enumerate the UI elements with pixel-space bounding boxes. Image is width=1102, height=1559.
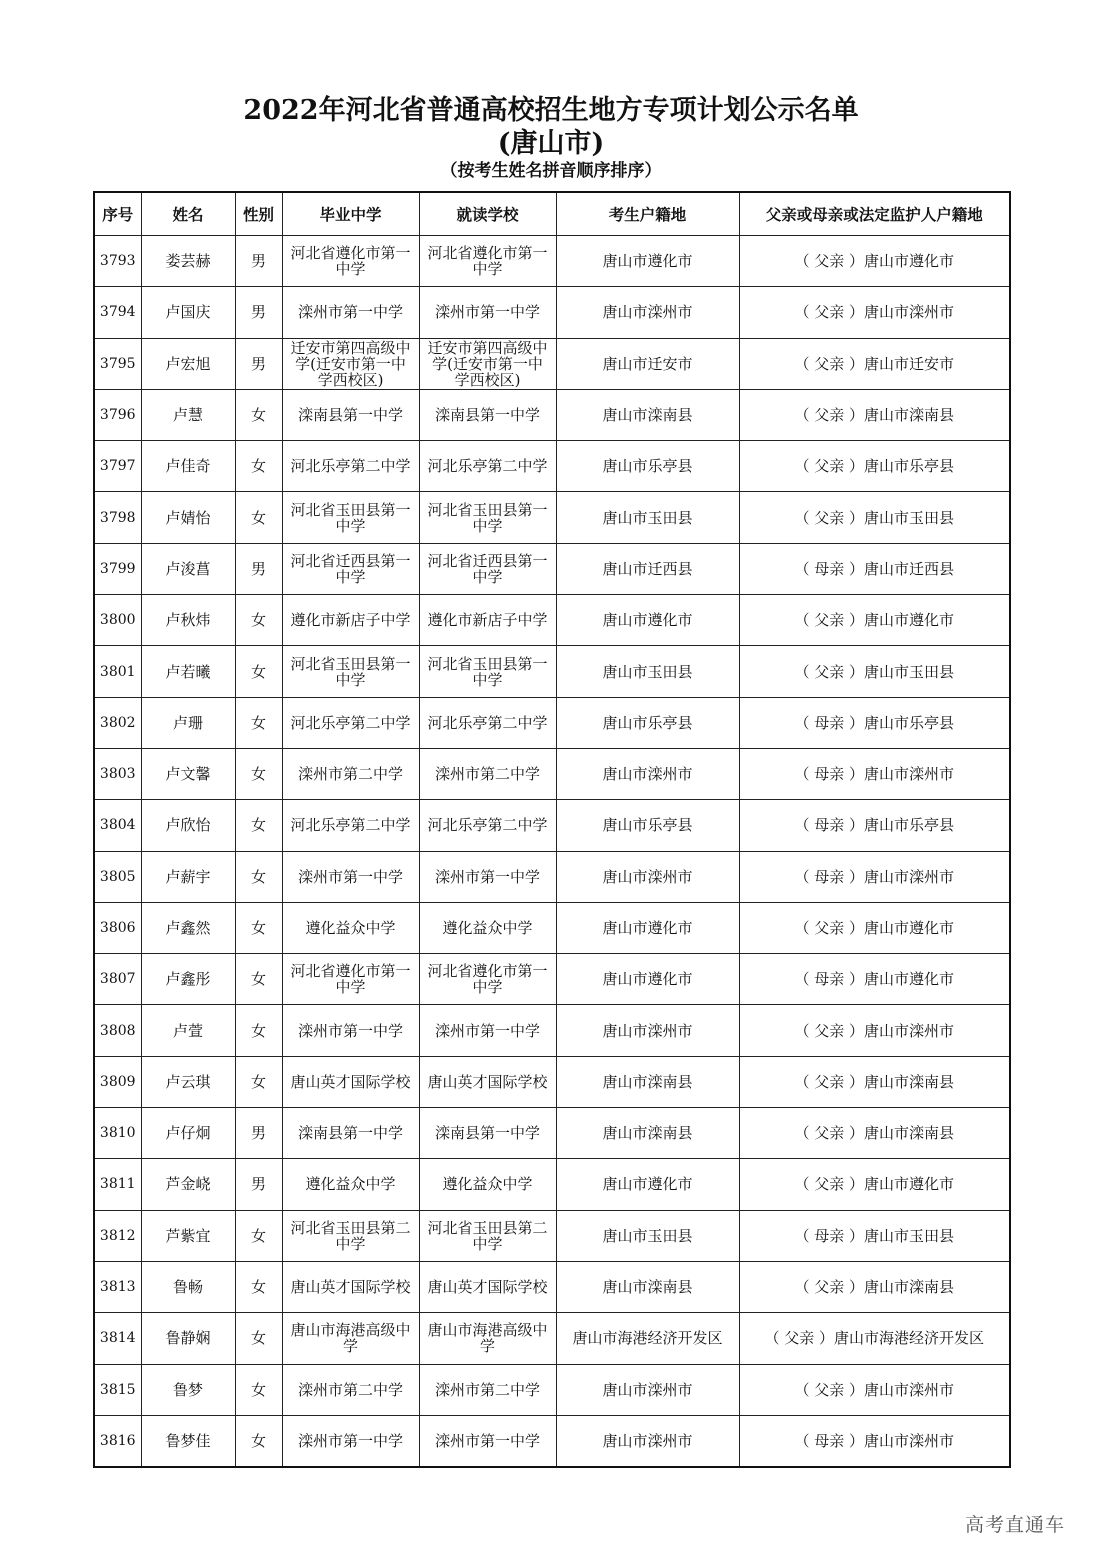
cell-guardian-registration: （ 父亲 ）唐山市滦南县: [739, 389, 1010, 440]
cell-current-school: 滦州市第二中学: [419, 748, 556, 799]
cell-household-registration: 唐山市玉田县: [556, 646, 739, 697]
table-row: [94, 287, 1010, 338]
cell-current-school: 遵化益众中学: [419, 1159, 556, 1210]
cell-current-school: 滦州市第一中学: [419, 1415, 556, 1467]
cell-guardian-registration: （ 父亲 ）唐山市海港经济开发区: [739, 1313, 1010, 1364]
cell-name: 娄芸赫: [141, 236, 235, 287]
col-header-gender: 性别: [235, 192, 282, 236]
cell-name: 鲁静娴: [141, 1313, 235, 1364]
cell-guardian-registration: （ 父亲 ）唐山市滦南县: [739, 1261, 1010, 1312]
cell-household-registration: 唐山市滦州市: [556, 851, 739, 902]
col-header-current-school: 就读学校: [419, 192, 556, 236]
cell-guardian-registration: （ 母亲 ）唐山市滦州市: [739, 851, 1010, 902]
cell-guardian-registration: （ 母亲 ）唐山市乐亭县: [739, 800, 1010, 851]
cell-household-registration: 唐山市滦州市: [556, 1364, 739, 1415]
cell-guardian-registration: （ 父亲 ）唐山市滦州市: [739, 1364, 1010, 1415]
table-row: [94, 1005, 1010, 1056]
cell-guardian-registration: （ 父亲 ）唐山市遵化市: [739, 1159, 1010, 1210]
table-row: [94, 236, 1010, 287]
cell-index: 3801: [94, 646, 141, 697]
col-header-name: 姓名: [141, 192, 235, 236]
cell-name: 鲁畅: [141, 1261, 235, 1312]
cell-current-school: 滦州市第一中学: [419, 851, 556, 902]
cell-current-school: 滦州市第一中学: [419, 287, 556, 338]
cell-graduation-school: 滦州市第一中学: [282, 1415, 419, 1467]
cell-graduation-school: 河北省玉田县第一中学: [282, 492, 419, 543]
cell-index: 3804: [94, 800, 141, 851]
cell-gender: 女: [235, 748, 282, 799]
cell-current-school: 滦州市第一中学: [419, 1005, 556, 1056]
cell-household-registration: 唐山市滦州市: [556, 1415, 739, 1467]
cell-index: 3800: [94, 595, 141, 646]
cell-gender: 女: [235, 646, 282, 697]
cell-graduation-school: 河北乐亭第二中学: [282, 800, 419, 851]
cell-name: 卢文馨: [141, 748, 235, 799]
cell-name: 卢云琪: [141, 1056, 235, 1107]
cell-index: 3810: [94, 1108, 141, 1159]
cell-gender: 女: [235, 697, 282, 748]
cell-graduation-school: 唐山英才国际学校: [282, 1056, 419, 1107]
cell-name: 卢欣怡: [141, 800, 235, 851]
table-row: [94, 697, 1010, 748]
cell-gender: 男: [235, 1159, 282, 1210]
cell-gender: 男: [235, 1108, 282, 1159]
cell-household-registration: 唐山市遵化市: [556, 1159, 739, 1210]
cell-index: 3816: [94, 1415, 141, 1467]
table-row: [94, 595, 1010, 646]
cell-index: 3798: [94, 492, 141, 543]
cell-index: 3799: [94, 543, 141, 594]
cell-gender: 女: [235, 492, 282, 543]
table-row: [94, 748, 1010, 799]
table-row: [94, 441, 1010, 492]
cell-graduation-school: 迁安市第四高级中学(迁安市第一中学西校区): [282, 338, 419, 389]
cell-guardian-registration: （ 父亲 ）唐山市遵化市: [739, 902, 1010, 953]
cell-guardian-registration: （ 父亲 ）唐山市滦州市: [739, 287, 1010, 338]
cell-name: 卢宏旭: [141, 338, 235, 389]
cell-gender: 男: [235, 236, 282, 287]
cell-current-school: 滦州市第二中学: [419, 1364, 556, 1415]
col-header-household-registration: 考生户籍地: [556, 192, 739, 236]
cell-current-school: 河北省迁西县第一中学: [419, 543, 556, 594]
cell-guardian-registration: （ 父亲 ）唐山市玉田县: [739, 646, 1010, 697]
cell-household-registration: 唐山市海港经济开发区: [556, 1313, 739, 1364]
cell-gender: 女: [235, 1364, 282, 1415]
cell-household-registration: 唐山市滦南县: [556, 389, 739, 440]
table-row: [94, 338, 1010, 389]
cell-current-school: 河北乐亭第二中学: [419, 441, 556, 492]
cell-household-registration: 唐山市遵化市: [556, 595, 739, 646]
cell-name: 卢薪宇: [141, 851, 235, 902]
table-row: [94, 1056, 1010, 1107]
page-subtitle: (唐山市): [497, 128, 605, 159]
cell-name: 卢浚菖: [141, 543, 235, 594]
cell-gender: 男: [235, 543, 282, 594]
cell-graduation-school: 滦州市第二中学: [282, 1364, 419, 1415]
cell-guardian-registration: （ 父亲 ）唐山市遵化市: [739, 595, 1010, 646]
cell-gender: 女: [235, 389, 282, 440]
cell-household-registration: 唐山市迁西县: [556, 543, 739, 594]
cell-index: 3797: [94, 441, 141, 492]
cell-gender: 女: [235, 1313, 282, 1364]
cell-guardian-registration: （ 母亲 ）唐山市滦州市: [739, 748, 1010, 799]
cell-index: 3796: [94, 389, 141, 440]
cell-index: 3809: [94, 1056, 141, 1107]
cell-guardian-registration: （ 母亲 ）唐山市遵化市: [739, 954, 1010, 1005]
cell-name: 卢佳奇: [141, 441, 235, 492]
cell-gender: 女: [235, 851, 282, 902]
cell-index: 3811: [94, 1159, 141, 1210]
cell-guardian-registration: （ 父亲 ）唐山市迁安市: [739, 338, 1010, 389]
cell-graduation-school: 滦南县第一中学: [282, 1108, 419, 1159]
cell-name: 卢仔炯: [141, 1108, 235, 1159]
cell-household-registration: 唐山市滦州市: [556, 1005, 739, 1056]
table-row: [94, 1261, 1010, 1312]
cell-index: 3805: [94, 851, 141, 902]
cell-name: 鲁梦: [141, 1364, 235, 1415]
table-row: [94, 1364, 1010, 1415]
cell-index: 3814: [94, 1313, 141, 1364]
cell-index: 3806: [94, 902, 141, 953]
table-row: [94, 1159, 1010, 1210]
cell-household-registration: 唐山市滦州市: [556, 748, 739, 799]
cell-guardian-registration: （ 母亲 ）唐山市迁西县: [739, 543, 1010, 594]
cell-name: 卢婧怡: [141, 492, 235, 543]
cell-index: 3802: [94, 697, 141, 748]
cell-graduation-school: 河北省玉田县第二中学: [282, 1210, 419, 1261]
cell-household-registration: 唐山市玉田县: [556, 1210, 739, 1261]
cell-graduation-school: 河北省迁西县第一中学: [282, 543, 419, 594]
sort-note: （按考生姓名拼音顺序排序）: [440, 161, 662, 181]
table-row: [94, 1313, 1010, 1364]
cell-graduation-school: 河北省遵化市第一中学: [282, 236, 419, 287]
cell-current-school: 遵化市新店子中学: [419, 595, 556, 646]
cell-gender: 男: [235, 338, 282, 389]
cell-current-school: 河北省玉田县第二中学: [419, 1210, 556, 1261]
cell-gender: 女: [235, 1210, 282, 1261]
cell-graduation-school: 滦州市第一中学: [282, 287, 419, 338]
cell-current-school: 遵化益众中学: [419, 902, 556, 953]
cell-graduation-school: 滦州市第一中学: [282, 1005, 419, 1056]
cell-guardian-registration: （ 母亲 ）唐山市滦州市: [739, 1415, 1010, 1467]
cell-current-school: 迁安市第四高级中学(迁安市第一中学西校区): [419, 338, 556, 389]
cell-household-registration: 唐山市玉田县: [556, 492, 739, 543]
table-header-row: [94, 192, 1010, 236]
cell-name: 卢若曦: [141, 646, 235, 697]
cell-name: 卢鑫然: [141, 902, 235, 953]
cell-graduation-school: 遵化市新店子中学: [282, 595, 419, 646]
cell-gender: 女: [235, 441, 282, 492]
cell-name: 卢秋炜: [141, 595, 235, 646]
cell-gender: 女: [235, 1261, 282, 1312]
cell-current-school: 河北乐亭第二中学: [419, 800, 556, 851]
cell-index: 3807: [94, 954, 141, 1005]
cell-name: 芦紫宜: [141, 1210, 235, 1261]
table-row: [94, 1415, 1010, 1467]
cell-graduation-school: 唐山市海港高级中学: [282, 1313, 419, 1364]
cell-household-registration: 唐山市遵化市: [556, 236, 739, 287]
roster-table: [93, 191, 1011, 1468]
cell-graduation-school: 河北乐亭第二中学: [282, 441, 419, 492]
cell-name: 卢鑫彤: [141, 954, 235, 1005]
cell-gender: 女: [235, 954, 282, 1005]
cell-index: 3793: [94, 236, 141, 287]
cell-household-registration: 唐山市遵化市: [556, 954, 739, 1005]
cell-graduation-school: 滦州市第一中学: [282, 851, 419, 902]
cell-name: 卢萱: [141, 1005, 235, 1056]
cell-guardian-registration: （ 父亲 ）唐山市乐亭县: [739, 441, 1010, 492]
cell-index: 3815: [94, 1364, 141, 1415]
cell-current-school: 河北乐亭第二中学: [419, 697, 556, 748]
cell-gender: 男: [235, 287, 282, 338]
cell-gender: 女: [235, 1415, 282, 1467]
cell-gender: 女: [235, 800, 282, 851]
table-row: [94, 902, 1010, 953]
cell-current-school: 滦南县第一中学: [419, 1108, 556, 1159]
cell-name: 卢珊: [141, 697, 235, 748]
page-title: 2022年河北省普通高校招生地方专项计划公示名单: [243, 95, 859, 126]
cell-household-registration: 唐山市遵化市: [556, 902, 739, 953]
col-header-guardian-registration: 父亲或母亲或法定监护人户籍地: [739, 192, 1010, 236]
cell-household-registration: 唐山市乐亭县: [556, 441, 739, 492]
cell-index: 3803: [94, 748, 141, 799]
table-row: [94, 389, 1010, 440]
cell-guardian-registration: （ 父亲 ）唐山市遵化市: [739, 236, 1010, 287]
table-row: [94, 954, 1010, 1005]
cell-guardian-registration: （ 父亲 ）唐山市滦南县: [739, 1108, 1010, 1159]
cell-index: 3794: [94, 287, 141, 338]
cell-graduation-school: 唐山英才国际学校: [282, 1261, 419, 1312]
cell-household-registration: 唐山市乐亭县: [556, 697, 739, 748]
cell-graduation-school: 遵化益众中学: [282, 902, 419, 953]
cell-gender: 女: [235, 595, 282, 646]
table-row: [94, 1210, 1010, 1261]
cell-gender: 女: [235, 902, 282, 953]
cell-index: 3812: [94, 1210, 141, 1261]
cell-name: 芦金峣: [141, 1159, 235, 1210]
col-header-graduation-school: 毕业中学: [282, 192, 419, 236]
cell-household-registration: 唐山市滦南县: [556, 1108, 739, 1159]
cell-graduation-school: 滦州市第二中学: [282, 748, 419, 799]
cell-household-registration: 唐山市滦南县: [556, 1261, 739, 1312]
watermark: 高考直通车: [965, 1514, 1066, 1536]
cell-name: 卢慧: [141, 389, 235, 440]
cell-current-school: 河北省玉田县第一中学: [419, 646, 556, 697]
cell-name: 卢国庆: [141, 287, 235, 338]
table-row: [94, 1108, 1010, 1159]
cell-graduation-school: 河北乐亭第二中学: [282, 697, 419, 748]
cell-index: 3795: [94, 338, 141, 389]
table-row: [94, 800, 1010, 851]
cell-graduation-school: 河北省遵化市第一中学: [282, 954, 419, 1005]
col-header-index: 序号: [94, 192, 141, 236]
table-row: [94, 492, 1010, 543]
cell-graduation-school: 滦南县第一中学: [282, 389, 419, 440]
table-row: [94, 543, 1010, 594]
cell-gender: 女: [235, 1005, 282, 1056]
cell-current-school: 唐山英才国际学校: [419, 1056, 556, 1107]
cell-current-school: 唐山市海港高级中学: [419, 1313, 556, 1364]
cell-current-school: 唐山英才国际学校: [419, 1261, 556, 1312]
cell-household-registration: 唐山市滦州市: [556, 287, 739, 338]
cell-guardian-registration: （ 母亲 ）唐山市乐亭县: [739, 697, 1010, 748]
cell-index: 3813: [94, 1261, 141, 1312]
cell-guardian-registration: （ 父亲 ）唐山市滦南县: [739, 1056, 1010, 1107]
cell-current-school: 滦南县第一中学: [419, 389, 556, 440]
cell-name: 鲁梦佳: [141, 1415, 235, 1467]
cell-graduation-school: 遵化益众中学: [282, 1159, 419, 1210]
table-row: [94, 851, 1010, 902]
cell-index: 3808: [94, 1005, 141, 1056]
cell-household-registration: 唐山市乐亭县: [556, 800, 739, 851]
cell-current-school: 河北省遵化市第一中学: [419, 236, 556, 287]
cell-guardian-registration: （ 母亲 ）唐山市玉田县: [739, 1210, 1010, 1261]
cell-gender: 女: [235, 1056, 282, 1107]
table-body: [94, 236, 1010, 1468]
cell-graduation-school: 河北省玉田县第一中学: [282, 646, 419, 697]
cell-current-school: 河北省遵化市第一中学: [419, 954, 556, 1005]
cell-current-school: 河北省玉田县第一中学: [419, 492, 556, 543]
table-row: [94, 646, 1010, 697]
cell-household-registration: 唐山市迁安市: [556, 338, 739, 389]
cell-guardian-registration: （ 父亲 ）唐山市玉田县: [739, 492, 1010, 543]
cell-household-registration: 唐山市滦南县: [556, 1056, 739, 1107]
cell-guardian-registration: （ 父亲 ）唐山市滦州市: [739, 1005, 1010, 1056]
